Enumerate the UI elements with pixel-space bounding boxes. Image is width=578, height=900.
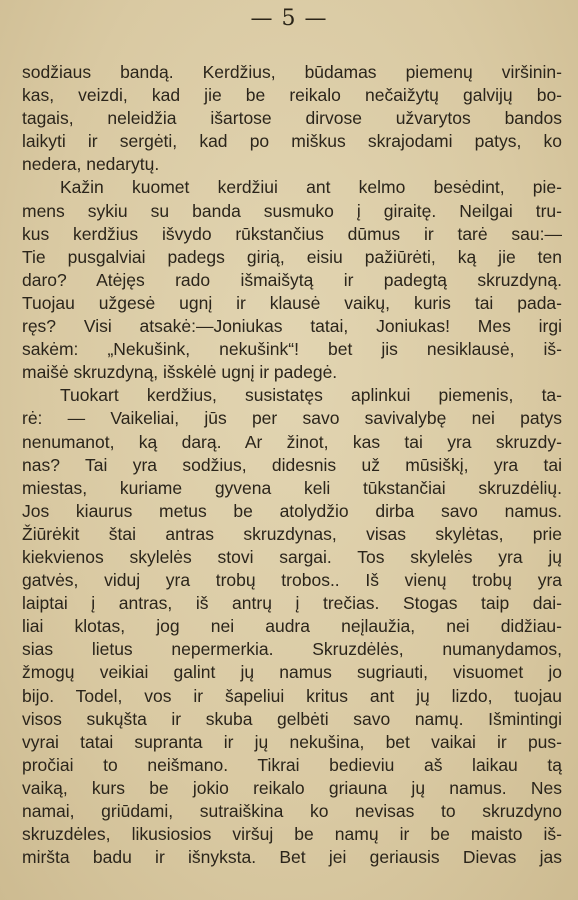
- text-line: Tuojau užgesė ugnį ir klausė vaikų, kuris tai pada-: [22, 292, 562, 313]
- text-line: ręs? Visi atsakė:—Joniukas tatai, Joniukas! Mes irgi: [22, 316, 562, 337]
- text-line: Tie pusgalviai padegs girią, eisiu pažiūrėti, ką jie ten: [22, 246, 562, 267]
- text-line: tagais, neleidžia išartose dirvose užvarytos bandos: [22, 108, 562, 129]
- text-line: bijo. Todel, vos ir šapeliui kritus ant jų lizdo, tuojau: [22, 685, 562, 706]
- text-line: kus kerdžius išvydo rūkstančius dūmus ir tarė sau:—: [22, 223, 562, 244]
- text-line: kas, veizdi, kad jie be reikalo nečaižytų galvijų bo-: [22, 85, 562, 106]
- text-line: nenumanot, ką darą. Ar žinot, kas tai yra skruzdy-: [22, 431, 562, 452]
- text-line: gatvės, viduj yra trobų trobos.. Iš vienų trobų yra: [22, 570, 562, 591]
- text-line: miršta badu ir išnyksta. Bet jei geriausis Dievas jas: [22, 847, 562, 868]
- text-line: rė: — Vaikeliai, jūs per savo savivalybę nei patys: [22, 408, 562, 429]
- text-line: sodžiaus bandą. Kerdžius, būdamas piemenų viršinin-: [22, 62, 562, 82]
- text-line: miestas, kuriame gyvena keli tūkstančiai skruzdėlių.: [22, 477, 562, 498]
- text-line: daro? Atėjęs rado išmaišytą ir padegtą skruzdyną.: [22, 269, 562, 290]
- text-line: liai klotas, jog nei audra neįlaužia, nei didžiau-: [22, 616, 562, 637]
- text-line: mens sykiu su banda susmuko į giraitę. Neilgai tru-: [22, 200, 562, 221]
- body-text: [22, 61, 562, 869]
- text-line: kiekvienos skylelės stovi sargai. Tos skylelės yra jų: [22, 546, 562, 567]
- text-line: Kažin kuomet kerdžiui ant kelmo besėdint, pie-: [60, 177, 562, 198]
- text-line: pročiai to neišmano. Tikrai bedieviu aš laikau tą: [22, 754, 562, 775]
- text-line: namai, griūdami, sutraiškina ko nevisas to skruzdyno: [22, 801, 562, 821]
- text-line: visos sukųšta ir skuba gelbėti savo namų. Išmintingi: [22, 708, 562, 729]
- text-line: maišė skruzdyną, išskėlė ugnį ir padegė.: [22, 362, 338, 383]
- text-line: nas? Tai yra sodžius, didesnis už mūsiškį, yra tai: [22, 454, 562, 475]
- text-line: laikyti ir sergėti, kad po miškus skrajodami patys, ko: [22, 131, 562, 152]
- text-line: Jos kiaurus metus be atolydžio dirba savo namus.: [22, 500, 562, 521]
- text-line: Tuokart kerdžius, susistatęs aplinkui piemenis, ta-: [60, 385, 562, 406]
- page-number: — 5 —: [250, 6, 328, 31]
- text-line: sias lietus nepermerkia. Skruzdėlės, numanydamos,: [22, 639, 562, 660]
- text-line: vaiką, kurs be jokio reikalo griauna jų namus. Nes: [22, 777, 562, 798]
- text-line: sakėm: „Nekušink, nekušink“! bet jis nesiklausė, iš-: [22, 339, 562, 360]
- text-line: nedera, nedarytų.: [22, 154, 160, 175]
- text-line: vyrai tatai supranta ir jų nekušina, bet vaikai ir pus-: [22, 731, 562, 752]
- text-line: skruzdėles, likusiosios viršuj be namų ir be maisto iš-: [22, 824, 562, 845]
- text-line: Žiūrėkit štai antras skruzdynas, visas skylėtas, prie: [22, 523, 562, 544]
- text-line: žmogų veikiai galint jų namus sugriauti, visuomet jo: [22, 662, 562, 683]
- text-line: laiptai į antras, iš antrų į trečias. Stogas taip dai-: [22, 593, 562, 614]
